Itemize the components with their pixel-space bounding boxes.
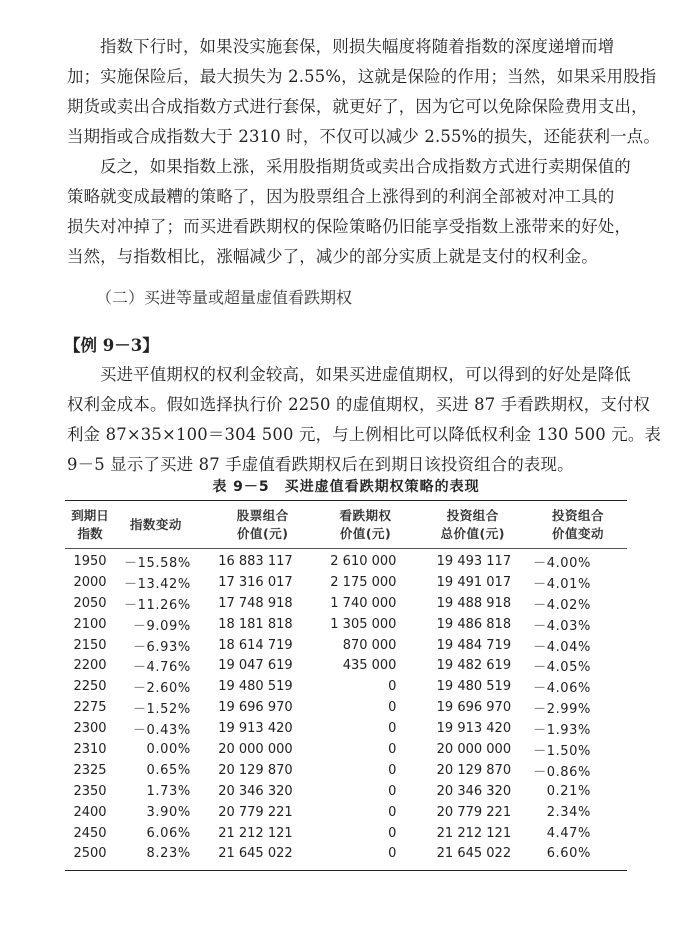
- text-line: 利金 87×35×100＝304 500 元，与上例相比可以降低权利金 130 500 元。表: [67, 425, 662, 444]
- cell-expiry-index: 2275: [73, 700, 107, 716]
- text-line: 反之，如果指数上涨，采用股指期货或卖出合成指数方式进行卖期保值的: [100, 157, 631, 176]
- cell-stock-value: 19 480 519: [218, 679, 293, 695]
- cell-expiry-index: 2000: [73, 574, 107, 590]
- table-row: [65, 655, 627, 676]
- cell-portfolio-total: 21 212 121: [436, 825, 512, 841]
- header-index-change: [115, 501, 197, 549]
- cell-stock-value: 18 181 818: [218, 616, 293, 632]
- table-row: [65, 549, 627, 572]
- table-row: [65, 823, 627, 844]
- cell-index-change: －15.58%: [124, 555, 191, 571]
- cell-put-value: 870 000: [342, 637, 397, 653]
- cell-portfolio-change: 2.34%: [546, 804, 591, 820]
- cell-portfolio-total: 19 913 420: [436, 721, 512, 737]
- header-portfolio-change: [533, 501, 627, 549]
- text-line: 损失对冲掉了；而买进看跌期权的保险策略仍旧能享受指数上涨带来的好处，: [67, 217, 632, 236]
- cell-expiry-index: 2100: [73, 616, 107, 632]
- cell-portfolio-total: 20 000 000: [436, 741, 512, 757]
- cell-stock-value: 19 913 420: [218, 721, 293, 737]
- cell-portfolio-total: 19 493 117: [436, 553, 512, 569]
- cell-stock-value: 20 000 000: [218, 741, 293, 757]
- section-heading: （二）买进等量或超量虚值看跌期权: [96, 288, 353, 307]
- cell-index-change: －0.43%: [132, 723, 191, 739]
- header-text: 指数: [77, 526, 103, 541]
- paragraph-hedging-downside: [67, 32, 660, 152]
- header-put-value: [309, 501, 413, 549]
- cell-index-change: －4.76%: [132, 660, 191, 676]
- cell-put-value: 0: [388, 825, 397, 841]
- text-line: 当期指或合成指数大于 2310 时，不仅可以减少 2.55%的损失，还能获利一点。: [67, 127, 660, 146]
- cell-stock-value: 18 614 719: [218, 637, 293, 653]
- cell-expiry-index: 2450: [73, 825, 107, 841]
- cell-expiry-index: 2325: [73, 762, 107, 778]
- cell-index-change: －13.42%: [124, 576, 191, 592]
- cell-put-value: 0: [388, 762, 397, 778]
- cell-index-change: －9.09%: [132, 618, 191, 634]
- text-line: 策略就变成最糟的策略了，因为股票组合上涨得到的利润全部被对冲工具的: [67, 187, 615, 206]
- cell-put-value: 2 610 000: [330, 553, 397, 569]
- cell-portfolio-total: 20 129 870: [436, 762, 512, 778]
- cell-index-change: 0.65%: [146, 762, 191, 778]
- cell-portfolio-total: 19 488 918: [436, 595, 512, 611]
- cell-put-value: 1 740 000: [330, 595, 397, 611]
- cell-index-change: －2.60%: [132, 681, 191, 697]
- cell-portfolio-total: 19 491 017: [436, 574, 512, 590]
- cell-put-value: 0: [388, 700, 397, 716]
- cell-index-change: 6.06%: [146, 825, 191, 841]
- paragraph-hedging-upside: [67, 152, 632, 272]
- table-row: [65, 635, 627, 656]
- text-line: 期货或卖出合成指数方式进行套保，就更好了，因为它可以免除保险费用支出，: [67, 97, 648, 116]
- header-portfolio-total: [412, 501, 533, 549]
- header-text: 价值变动: [552, 526, 605, 541]
- cell-portfolio-change: －2.99%: [533, 702, 591, 718]
- table-row: [65, 593, 627, 614]
- cell-portfolio-change: －1.50%: [533, 743, 591, 759]
- cell-put-value: 0: [388, 783, 397, 799]
- cell-expiry-index: 2500: [73, 846, 107, 862]
- cell-portfolio-change: －0.86%: [533, 764, 591, 780]
- cell-expiry-index: 2300: [73, 721, 107, 737]
- strategy-table-container: [65, 500, 627, 871]
- cell-portfolio-change: －4.06%: [533, 681, 591, 697]
- cell-portfolio-change: 6.60%: [546, 846, 591, 862]
- cell-stock-value: 19 696 970: [218, 700, 293, 716]
- text-line: 9－5 显示了买进 87 手虚值看跌期权后在到期日该投资组合的表现。: [67, 455, 574, 474]
- header-text: 股票组合: [236, 508, 289, 523]
- cell-index-change: 0.00%: [146, 741, 191, 757]
- cell-put-value: 0: [388, 846, 397, 862]
- text-line: 指数下行时，如果没实施套保，则损失幅度将随着指数的深度递增而增: [100, 37, 615, 56]
- text-line: 加；实施保险后，最大损失为 2.55%，这就是保险的作用；当然，如果采用股指: [67, 67, 657, 86]
- cell-put-value: 0: [388, 721, 397, 737]
- header-stock-value: [197, 501, 309, 549]
- text-line: 买进平值期权的权利金较高，如果买进虚值期权，可以得到的好处是降低: [100, 365, 631, 384]
- header-text: 总价值(元): [440, 526, 505, 541]
- cell-stock-value: 21 212 121: [218, 825, 293, 841]
- cell-expiry-index: 2050: [73, 595, 107, 611]
- cell-index-change: －6.93%: [132, 639, 191, 655]
- table-row: [65, 843, 627, 870]
- cell-index-change: －11.26%: [124, 597, 191, 613]
- cell-stock-value: 16 883 117: [218, 553, 293, 569]
- cell-put-value: 0: [388, 679, 397, 695]
- cell-portfolio-total: 19 480 519: [436, 679, 512, 695]
- example-label: 【例 9－3】: [64, 336, 159, 355]
- cell-index-change: 8.23%: [146, 846, 191, 862]
- header-text: 投资组合: [552, 508, 605, 523]
- table-header-row: [65, 501, 627, 549]
- text-line: 当然，与指数相比，涨幅减少了，减少的部分实质上就是支付的权利金。: [67, 247, 598, 266]
- cell-portfolio-total: 21 645 022: [436, 846, 512, 862]
- table-row: [65, 697, 627, 718]
- cell-stock-value: 21 645 022: [218, 846, 293, 862]
- header-text: 指数变动: [129, 517, 182, 532]
- cell-portfolio-change: 4.47%: [546, 825, 591, 841]
- cell-portfolio-total: 19 486 818: [436, 616, 512, 632]
- header-text: 到期日: [71, 508, 109, 523]
- table-row: [65, 760, 627, 781]
- table-row: [65, 572, 627, 593]
- cell-portfolio-total: 19 484 719: [436, 637, 512, 653]
- cell-expiry-index: 1950: [73, 553, 107, 569]
- table-title: 表 9－5 买进虚值看跌期权策略的表现: [212, 479, 480, 495]
- cell-portfolio-total: 20 346 320: [436, 783, 512, 799]
- cell-index-change: 3.90%: [146, 804, 191, 820]
- cell-expiry-index: 2400: [73, 804, 107, 820]
- header-text: 看跌期权: [339, 508, 392, 523]
- cell-index-change: －1.52%: [132, 702, 191, 718]
- table-row: [65, 676, 627, 697]
- cell-stock-value: 20 346 320: [218, 783, 293, 799]
- cell-portfolio-change: －4.02%: [533, 597, 591, 613]
- cell-put-value: 0: [388, 741, 397, 757]
- text-line: 权利金成本。假如选择执行价 2250 的虚值期权，买进 87 手看跌期权，支付权: [67, 395, 651, 414]
- table-row: [65, 802, 627, 823]
- cell-portfolio-total: 19 482 619: [436, 658, 512, 674]
- cell-portfolio-change: －4.00%: [533, 555, 591, 571]
- cell-portfolio-change: －4.01%: [533, 576, 591, 592]
- table-row: [65, 781, 627, 802]
- cell-put-value: 1 305 000: [330, 616, 397, 632]
- table-row: [65, 614, 627, 635]
- header-text: 价值(元): [237, 526, 289, 541]
- header-expiry-index: [65, 501, 115, 549]
- cell-put-value: 0: [388, 804, 397, 820]
- cell-stock-value: 17 316 017: [218, 574, 293, 590]
- cell-expiry-index: 2200: [73, 658, 107, 674]
- cell-stock-value: 20 129 870: [218, 762, 293, 778]
- cell-put-value: 2 175 000: [330, 574, 397, 590]
- table-row: [65, 718, 627, 739]
- strategy-performance-table: [65, 500, 627, 871]
- cell-portfolio-total: 20 779 221: [436, 804, 512, 820]
- cell-expiry-index: 2250: [73, 679, 107, 695]
- cell-stock-value: 17 748 918: [218, 595, 293, 611]
- header-text: 投资组合: [446, 508, 499, 523]
- cell-portfolio-change: 0.21%: [546, 783, 591, 799]
- cell-stock-value: 20 779 221: [218, 804, 293, 820]
- cell-portfolio-total: 19 696 970: [436, 700, 512, 716]
- cell-portfolio-change: －1.93%: [533, 723, 591, 739]
- cell-portfolio-change: －4.05%: [533, 660, 591, 676]
- cell-expiry-index: 2150: [73, 637, 107, 653]
- table-row: [65, 739, 627, 760]
- cell-portfolio-change: －4.04%: [533, 639, 591, 655]
- cell-put-value: 435 000: [342, 658, 397, 674]
- cell-stock-value: 19 047 619: [218, 658, 293, 674]
- paragraph-example: [67, 360, 662, 480]
- cell-expiry-index: 2310: [73, 741, 107, 757]
- table-body: [65, 549, 627, 871]
- cell-index-change: 1.73%: [146, 783, 191, 799]
- cell-expiry-index: 2350: [73, 783, 107, 799]
- header-text: 价值(元): [339, 526, 392, 541]
- cell-portfolio-change: －4.03%: [533, 618, 591, 634]
